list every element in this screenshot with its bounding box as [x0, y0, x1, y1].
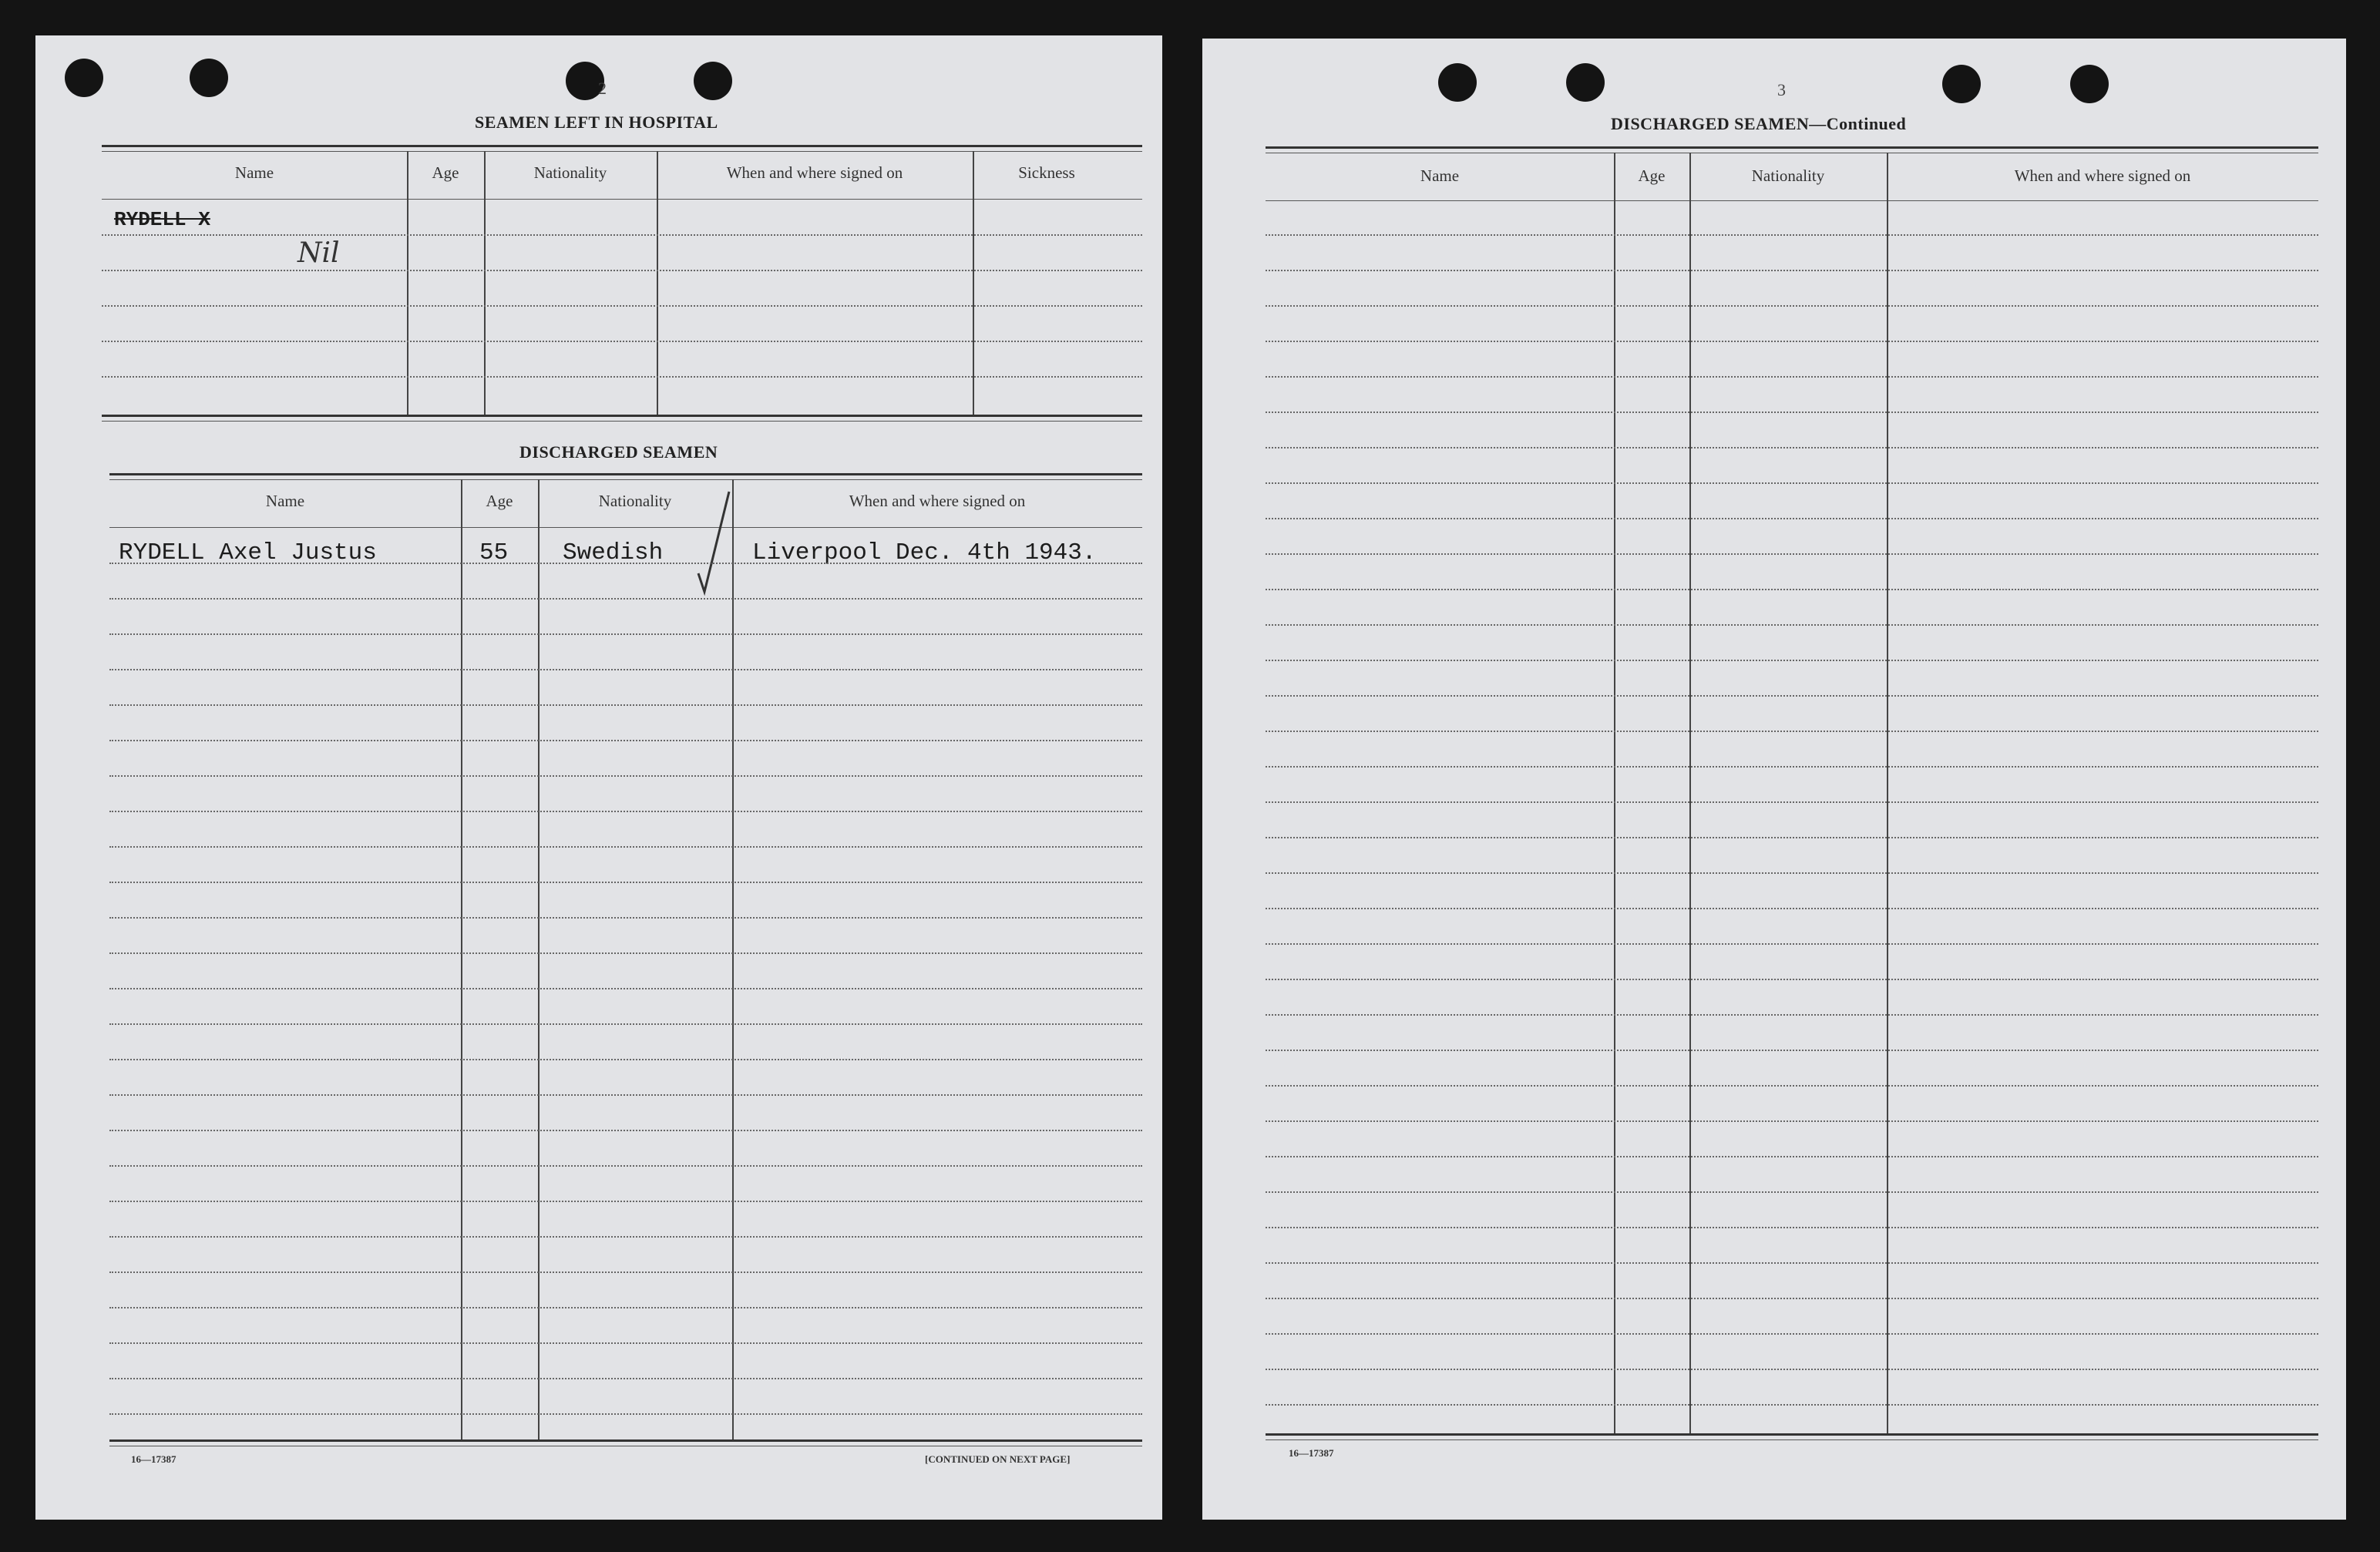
punch-hole — [2070, 65, 2109, 103]
page-number: 3 — [1777, 80, 1786, 99]
hospital-section-title: SEAMEN LEFT IN HOSPITAL — [475, 113, 718, 132]
col-header-name: Name — [1420, 166, 1460, 185]
right-page — [1202, 39, 2346, 1520]
form-number: 16—17387 — [131, 1453, 176, 1465]
punch-hole — [65, 59, 103, 97]
handwritten-nil: Nil — [298, 237, 340, 269]
checkmark-icon — [695, 489, 732, 598]
punch-hole — [1566, 63, 1605, 102]
seaman-nationality: Swedish — [563, 539, 664, 566]
seaman-age: 55 — [479, 539, 509, 566]
col-header-age: Age — [432, 163, 459, 182]
col-header-nationality: Nationality — [598, 492, 672, 510]
col-header-age: Age — [1638, 166, 1666, 185]
page-number: 2 — [598, 79, 607, 98]
left-page — [35, 35, 1162, 1520]
punch-hole — [1942, 65, 1981, 103]
col-header-nationality: Nationality — [533, 163, 607, 182]
seaman-name: RYDELL Axel Justus — [119, 539, 377, 566]
col-header-sickness: Sickness — [1018, 163, 1075, 182]
col-header-name: Name — [234, 163, 274, 182]
struck-name-entry: RYDELL X — [114, 208, 210, 231]
punch-hole — [694, 62, 732, 100]
continued-note: [CONTINUED ON NEXT PAGE] — [925, 1453, 1071, 1465]
col-header-age: Age — [486, 492, 513, 510]
col-header-signed-on: When and where signed on — [2014, 166, 2191, 185]
col-header-signed-on: When and where signed on — [849, 492, 1026, 510]
discharged-continued-title: DISCHARGED SEAMEN—Continued — [1611, 114, 1907, 133]
col-header-nationality: Nationality — [1751, 166, 1825, 185]
seaman-signed-on: Liverpool Dec. 4th 1943. — [752, 539, 1097, 566]
discharged-section-title: DISCHARGED SEAMEN — [519, 442, 718, 462]
form-number: 16—17387 — [1289, 1447, 1334, 1459]
col-header-signed-on: When and where signed on — [726, 163, 903, 182]
punch-hole — [190, 59, 228, 97]
col-header-name: Name — [265, 492, 305, 510]
punch-hole — [1438, 63, 1477, 102]
